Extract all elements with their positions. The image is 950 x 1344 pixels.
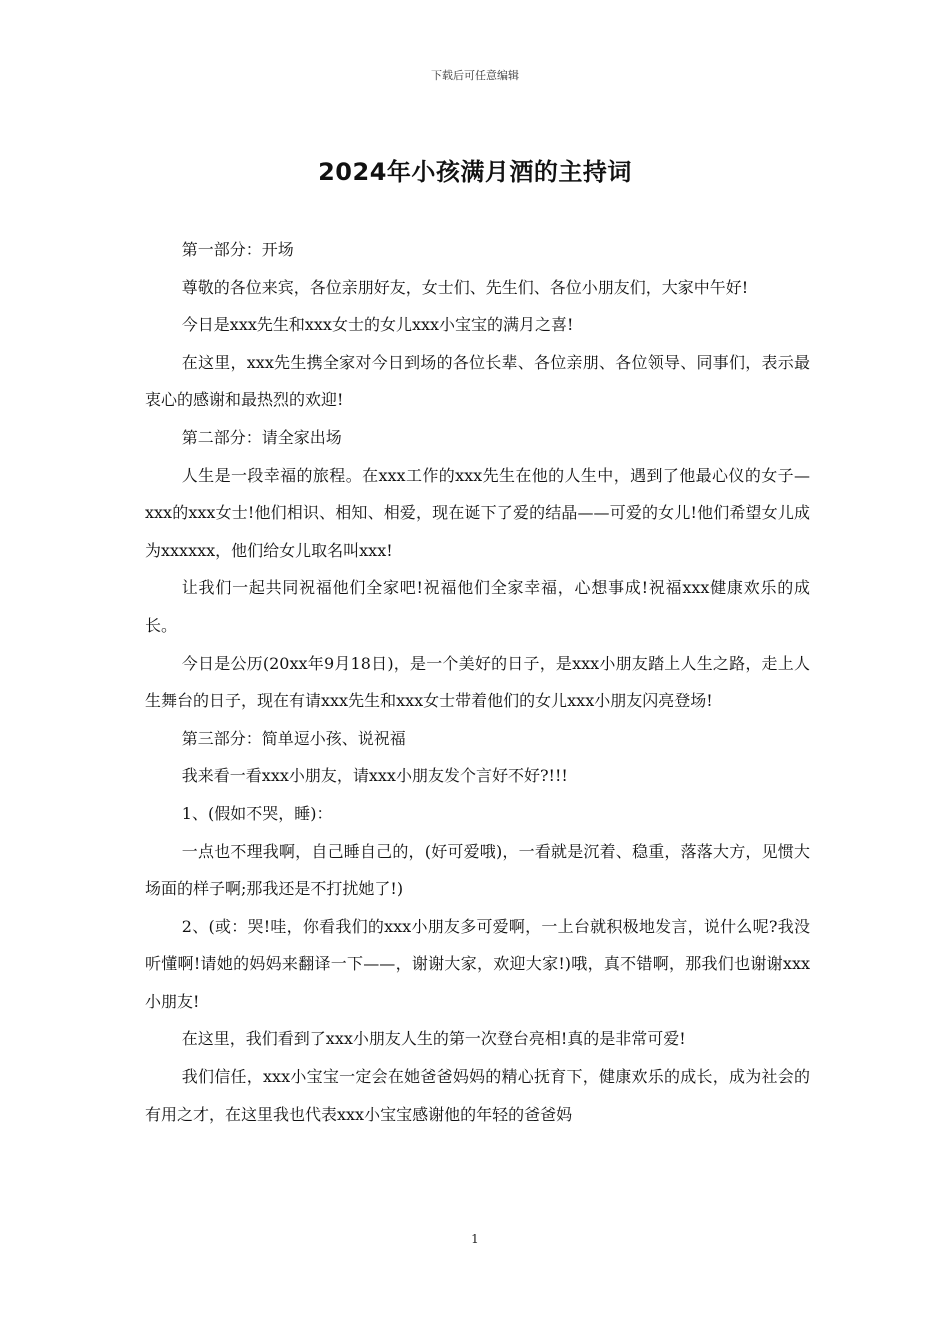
paragraph: 尊敬的各位来宾，各位亲朋好友，女士们、先生们、各位小朋友们，大家中午好!	[181, 277, 749, 297]
paragraph: 在这里，xxx先生携全家对今日到场的各位长辈、各位亲朋、各位领导、同事们，表示最衷心的感谢和最热烈的欢迎!	[145, 352, 810, 410]
section-heading-blessings: 第三部分：简单逗小孩、说祝福	[181, 728, 406, 748]
paragraph: 让我们一起共同祝福他们全家吧!祝福他们全家幸福，心想事成!祝福xxx健康欢乐的成长。	[145, 578, 810, 635]
list-item-1: 1、(假如不哭，睡)：	[181, 803, 333, 823]
paragraph: 我来看一看xxx小朋友，请xxx小朋友发个言好不好?!!!	[181, 766, 568, 786]
paragraph: 在这里，我们看到了xxx小朋友人生的第一次登台亮相!真的是非常可爱!	[181, 1029, 686, 1049]
paragraph: 今日是xxx先生和xxx女士的女儿xxx小宝宝的满月之喜!	[181, 315, 574, 335]
section-heading-family-entrance: 第二部分：请全家出场	[181, 427, 342, 447]
document-title: 2024年小孩满月酒的主持词	[318, 158, 632, 186]
document-body	[145, 231, 810, 1133]
list-item-2: 2、(或：哭!哇，你看我们的xxx小朋友多可爱啊，一上台就积极地发言，说什么呢?我没听懂啊!请她的妈妈来翻译一下——，谢谢大家，欢迎大家!)哦，真不错啊，那我们也谢谢xxx小朋友!	[145, 916, 810, 1011]
paragraph: 今日是公历(20xx年9月18日)，是一个美好的日子，是xxx小朋友踏上人生之路，走上人生舞台的日子，现在有请xxx先生和xxx女士带着他们的女儿xxx小朋友闪亮登场!	[145, 653, 810, 711]
paragraph: 我们信任，xxx小宝宝一定会在她爸爸妈妈的精心抚育下，健康欢乐的成长，成为社会的有用之才，在这里我也代表xxx小宝宝感谢他的年轻的爸爸妈	[145, 1067, 810, 1124]
header-note: 下载后可任意编辑	[431, 69, 519, 82]
paragraph: 一点也不理我啊，自己睡自己的，(好可爱哦)，一看就是沉着、稳重，落落大方，见惯大场面的样子啊;那我还是不打扰她了!)	[145, 841, 810, 899]
page-number: 1	[471, 1232, 479, 1246]
section-heading-opening: 第一部分：开场	[181, 240, 294, 259]
paragraph: 人生是一段幸福的旅程。在xxx工作的xxx先生在他的人生中，遇到了他最心仪的女子—xxx的xxx女士!他们相识、相知、相爱，现在诞下了爱的结晶——可爱的女儿!他们希望女儿成为xxxxxx，他们给女儿取名叫xxx!	[145, 465, 810, 560]
